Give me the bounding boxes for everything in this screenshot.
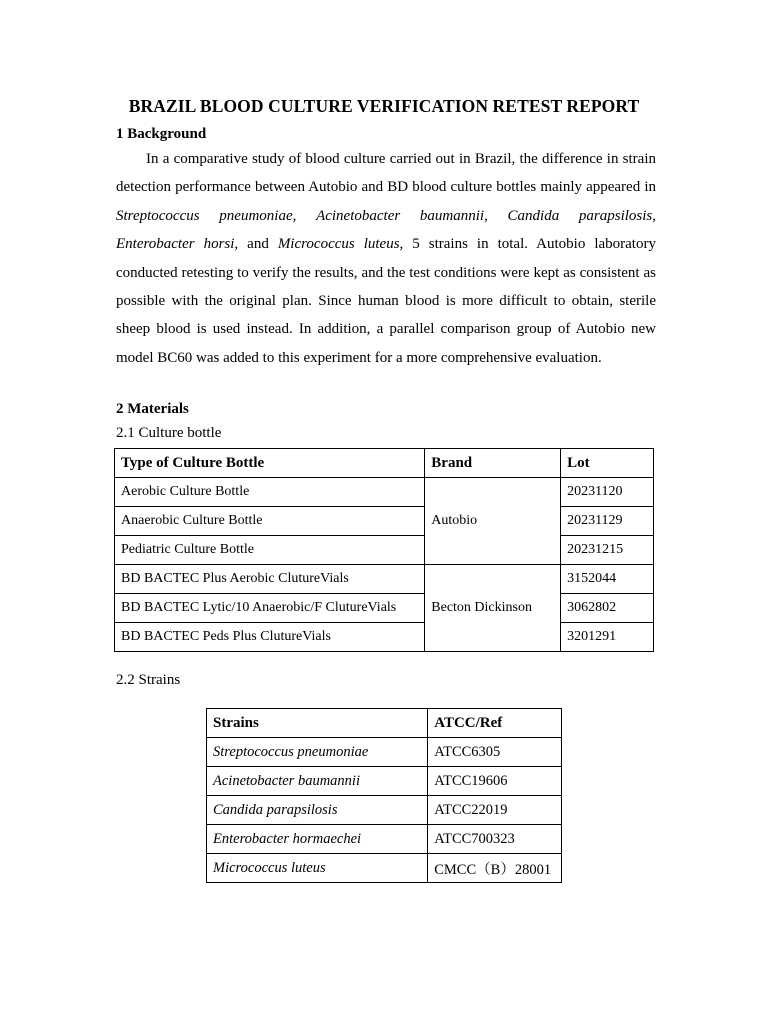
table-row: [115, 507, 654, 536]
header-brand: Brand: [425, 449, 561, 478]
table-header-row: [207, 709, 562, 738]
table-row: [115, 594, 654, 623]
atcc-ref-cell: CMCC（B）28001: [428, 854, 562, 883]
atcc-ref-cell: ATCC700323: [428, 825, 562, 854]
section-heading-background: 1 Background: [116, 126, 207, 142]
bottle-type-cell: Aerobic Culture Bottle: [115, 478, 425, 507]
paragraph-text: ,: [292, 207, 317, 224]
header-strains: Strains: [207, 709, 428, 738]
strain-name-cell: Enterobacter hormaechei: [207, 825, 428, 854]
atcc-ref-cell: ATCC19606: [428, 767, 562, 796]
species-name: Enterobacter horsi: [116, 236, 235, 253]
paragraph-text: 5 strains in total. Autobio laboratory conducted retesting to verify the results, and the test conditions were kept as consistent as possible with the original plan. Since human blood is more difficult to obtain, sterile sheep blood is used instead. In addition, a parallel comparison group of Autobio new model BC60 was added to this experiment for a more comprehensive evaluation.: [116, 236, 656, 366]
brand-cell: Autobio: [425, 478, 561, 565]
table-row: [115, 536, 654, 565]
species-name: Candida parapsilosis: [507, 207, 653, 224]
report-title: BRAZIL BLOOD CULTURE VERIFICATION RETEST REPORT: [128, 96, 640, 116]
strain-name-cell: Streptococcus pneumoniae: [207, 738, 428, 767]
lot-cell: 20231120: [561, 478, 654, 507]
atcc-ref-cell: ATCC6305: [428, 738, 562, 767]
species-name: Acinetobacter baumannii: [316, 207, 485, 224]
paragraph-text: In a comparative study of blood culture carried out in Brazil, the difference in strain detection performance between Autobio and BD blood culture bottles mainly appeared in: [116, 151, 656, 196]
table-header-row: [115, 449, 654, 478]
lot-cell: 3152044: [561, 565, 654, 594]
bottle-type-cell: BD BACTEC Peds Plus ClutureVials: [115, 623, 425, 652]
paragraph-text: , and: [234, 236, 278, 253]
table-row: [207, 767, 562, 796]
strains-table: [206, 708, 562, 883]
strain-name-cell: Micrococcus luteus: [207, 854, 428, 883]
bottle-type-cell: Anaerobic Culture Bottle: [115, 507, 425, 536]
strain-name-cell: Candida parapsilosis: [207, 796, 428, 825]
header-atcc-ref: ATCC/Ref: [428, 709, 562, 738]
subsection-heading-strains: 2.2 Strains: [116, 672, 181, 688]
atcc-ref-cell: ATCC22019: [428, 796, 562, 825]
header-type: Type of Culture Bottle: [115, 449, 425, 478]
lot-cell: 3062802: [561, 594, 654, 623]
table-row: [115, 623, 654, 652]
header-lot: Lot: [561, 449, 654, 478]
table-row: [207, 825, 562, 854]
bottle-type-cell: BD BACTEC Plus Aerobic ClutureVials: [115, 565, 425, 594]
lot-cell: 3201291: [561, 623, 654, 652]
culture-bottle-table: [114, 448, 654, 652]
background-paragraph: [116, 145, 656, 372]
paragraph-text: ,: [484, 207, 508, 224]
lot-cell: 20231129: [561, 507, 654, 536]
bottle-type-cell: Pediatric Culture Bottle: [115, 536, 425, 565]
strain-name-cell: Acinetobacter baumannii: [207, 767, 428, 796]
brand-cell: Becton Dickinson: [425, 565, 561, 652]
species-name: Micrococcus luteus,: [277, 236, 404, 253]
bottle-type-cell: BD BACTEC Lytic/10 Anaerobic/F ClutureVials: [115, 594, 425, 623]
table-row: [115, 478, 654, 507]
lot-cell: 20231215: [561, 536, 654, 565]
table-row: [115, 565, 654, 594]
subsection-heading-culture-bottle: 2.1 Culture bottle: [116, 425, 222, 441]
paragraph-text: ,: [652, 207, 657, 224]
table-row: [207, 796, 562, 825]
species-name: Streptococcus pneumoniae: [116, 207, 293, 224]
table-row: [207, 738, 562, 767]
table-row: [207, 854, 562, 883]
section-heading-materials: 2 Materials: [116, 401, 189, 417]
